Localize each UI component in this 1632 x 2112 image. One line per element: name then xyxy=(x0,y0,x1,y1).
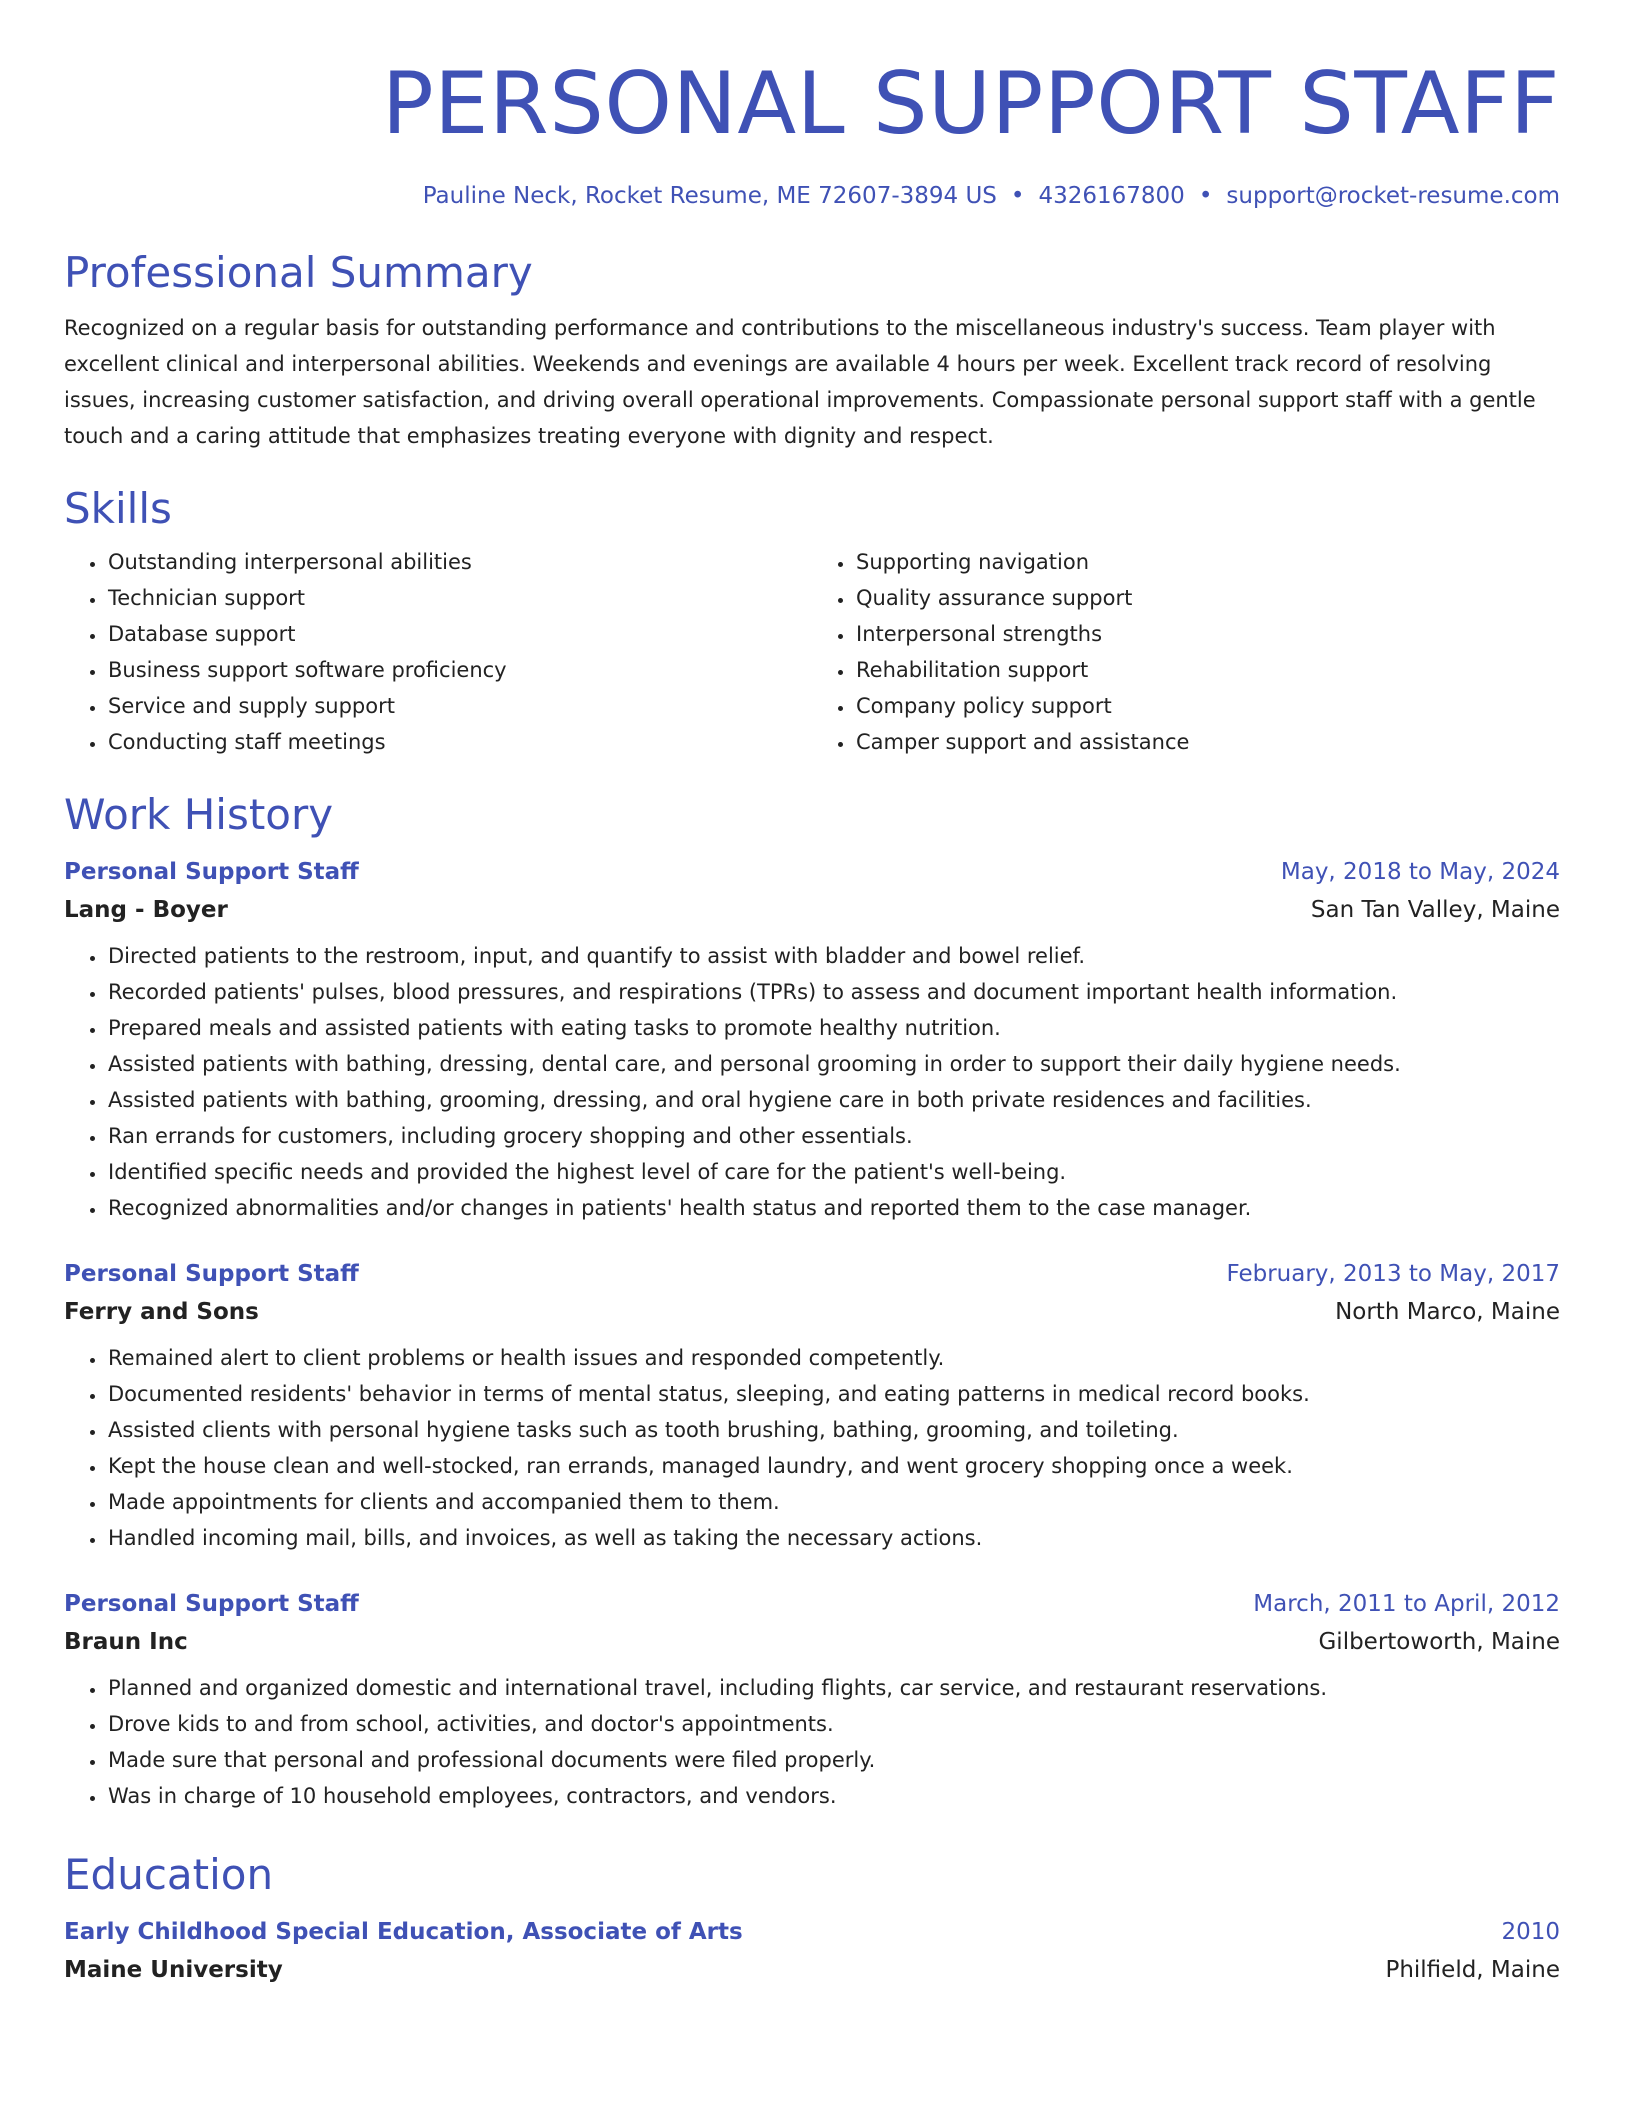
education-year: 2010 xyxy=(1501,1919,1560,1945)
work-title: Work History xyxy=(64,790,334,839)
job-entry xyxy=(64,854,1560,1226)
list-item: • Made sure that personal and professional documents were filed properly. xyxy=(107,1742,1560,1778)
job-company: Ferry and Sons xyxy=(64,1299,259,1325)
job-location: North Marco, Maine xyxy=(1335,1299,1560,1325)
job-title: Personal Support Staff xyxy=(64,1591,359,1617)
summary-text: Recognized on a regular basis for outstanding performance and contributions to the miscellaneous industry's success. Team player with excellent clinical and interpersonal abilities. Weekends and evenings are available 4 hours per week. Excellent track record of resolving issues, increasing customer satisfaction, and driving overall operational improvements. Compassionate personal support staff with a gentle touch and a caring attitude that emphasizes treating everyone with dignity and respect. xyxy=(64,316,1536,448)
education-entry xyxy=(64,1914,1560,1990)
skill-item: • Supporting navigation xyxy=(855,544,1560,580)
skill-item: • Quality assurance support xyxy=(855,580,1560,616)
job-subheader xyxy=(64,1292,1560,1332)
contact-line xyxy=(64,180,1560,212)
skill-item: • Database support xyxy=(107,616,812,652)
list-item: • Drove kids to and from school, activities, and doctor's appointments. xyxy=(107,1706,1560,1742)
skills-columns xyxy=(64,544,1560,760)
job-location: San Tan Valley, Maine xyxy=(1310,897,1560,923)
job-dates: May, 2018 to May, 2024 xyxy=(1280,859,1560,885)
list-item: • Handled incoming mail, bills, and invoices, as well as taking the necessary actions. xyxy=(107,1520,1560,1556)
job-entry xyxy=(64,1256,1560,1556)
resume-page xyxy=(64,50,1560,1990)
education-school: Maine University xyxy=(64,1957,283,1983)
job-location: Gilbertoworth, Maine xyxy=(1318,1629,1560,1655)
skill-item: • Camper support and assistance xyxy=(855,724,1560,760)
job-dates: March, 2011 to April, 2012 xyxy=(1253,1591,1560,1617)
skill-item: • Conducting staff meetings xyxy=(107,724,812,760)
skill-item: • Technician support xyxy=(107,580,812,616)
list-item: • Assisted patients with bathing, dressing, dental care, and personal grooming in order to support their daily hygiene needs. xyxy=(107,1046,1560,1082)
list-item: • Ran errands for customers, including grocery shopping and other essentials. xyxy=(107,1118,1560,1154)
list-item: • Kept the house clean and well-stocked, ran errands, managed laundry, and went grocery shopping once a week. xyxy=(107,1448,1560,1484)
list-item: • Identified specific needs and provided the highest level of care for the patient's well-being. xyxy=(107,1154,1560,1190)
job-header xyxy=(64,1586,1560,1622)
summary-title: Professional Summary xyxy=(64,248,533,297)
list-item: • Prepared meals and assisted patients with eating tasks to promote healthy nutrition. xyxy=(107,1010,1560,1046)
list-item: • Assisted clients with personal hygiene tasks such as tooth brushing, bathing, grooming, and toileting. xyxy=(107,1412,1560,1448)
list-item: • Recognized abnormalities and/or changes in patients' health status and reported them to the case manager. xyxy=(107,1190,1560,1226)
skill-item: • Business support software proficiency xyxy=(107,652,812,688)
contact-separator: • xyxy=(1198,183,1213,209)
skill-item: • Rehabilitation support xyxy=(855,652,1560,688)
education-subheader xyxy=(64,1950,1560,1990)
job-bullets xyxy=(64,1340,1560,1556)
list-item: • Was in charge of 10 household employees, contractors, and vendors. xyxy=(107,1778,1560,1814)
contact-email: support@rocket-resume.com xyxy=(1226,183,1560,209)
skills-right-list xyxy=(812,544,1560,760)
skills-section xyxy=(64,482,1560,760)
education-degree: Early Childhood Special Education, Associate of Arts xyxy=(64,1919,743,1945)
job-title: Personal Support Staff xyxy=(64,859,359,885)
list-item: • Made appointments for clients and accompanied them to them. xyxy=(107,1484,1560,1520)
contact-address: Pauline Neck, Rocket Resume, ME 72607-3894 US xyxy=(422,183,997,209)
job-company: Braun Inc xyxy=(64,1629,188,1655)
skill-item: • Interpersonal strengths xyxy=(855,616,1560,652)
skill-item: • Company policy support xyxy=(855,688,1560,724)
skills-left-list xyxy=(64,544,812,760)
job-entry xyxy=(64,1586,1560,1814)
list-item: • Remained alert to client problems or health issues and responded competently. xyxy=(107,1340,1560,1376)
job-header xyxy=(64,1256,1560,1292)
education-header xyxy=(64,1914,1560,1950)
job-header xyxy=(64,854,1560,890)
summary-section xyxy=(64,246,1560,454)
job-company: Lang - Boyer xyxy=(64,897,228,923)
contact-separator: • xyxy=(1010,183,1025,209)
contact-phone: 4326167800 xyxy=(1038,183,1185,209)
education-section xyxy=(64,1848,1560,1990)
education-title: Education xyxy=(64,1850,274,1899)
job-title: Personal Support Staff xyxy=(64,1261,359,1287)
resume-name: PERSONAL SUPPORT STAFF xyxy=(381,54,1560,154)
work-section xyxy=(64,788,1560,1814)
job-subheader xyxy=(64,890,1560,930)
list-item: • Recorded patients' pulses, blood pressures, and respirations (TPRs) to assess and document important health information. xyxy=(107,974,1560,1010)
list-item: • Directed patients to the restroom, input, and quantify to assist with bladder and bowel relief. xyxy=(107,938,1560,974)
job-subheader xyxy=(64,1622,1560,1662)
list-item: • Documented residents' behavior in terms of mental status, sleeping, and eating patterns in medical record books. xyxy=(107,1376,1560,1412)
job-dates: February, 2013 to May, 2017 xyxy=(1226,1261,1560,1287)
list-item: • Assisted patients with bathing, grooming, dressing, and oral hygiene care in both private residences and facilities. xyxy=(107,1082,1560,1118)
job-bullets xyxy=(64,938,1560,1226)
list-item: • Planned and organized domestic and international travel, including flights, car service, and restaurant reservations. xyxy=(107,1670,1560,1706)
skill-item: • Outstanding interpersonal abilities xyxy=(107,544,812,580)
job-bullets xyxy=(64,1670,1560,1814)
skills-title: Skills xyxy=(64,484,172,533)
education-location: Philfield, Maine xyxy=(1385,1957,1560,1983)
skill-item: • Service and supply support xyxy=(107,688,812,724)
